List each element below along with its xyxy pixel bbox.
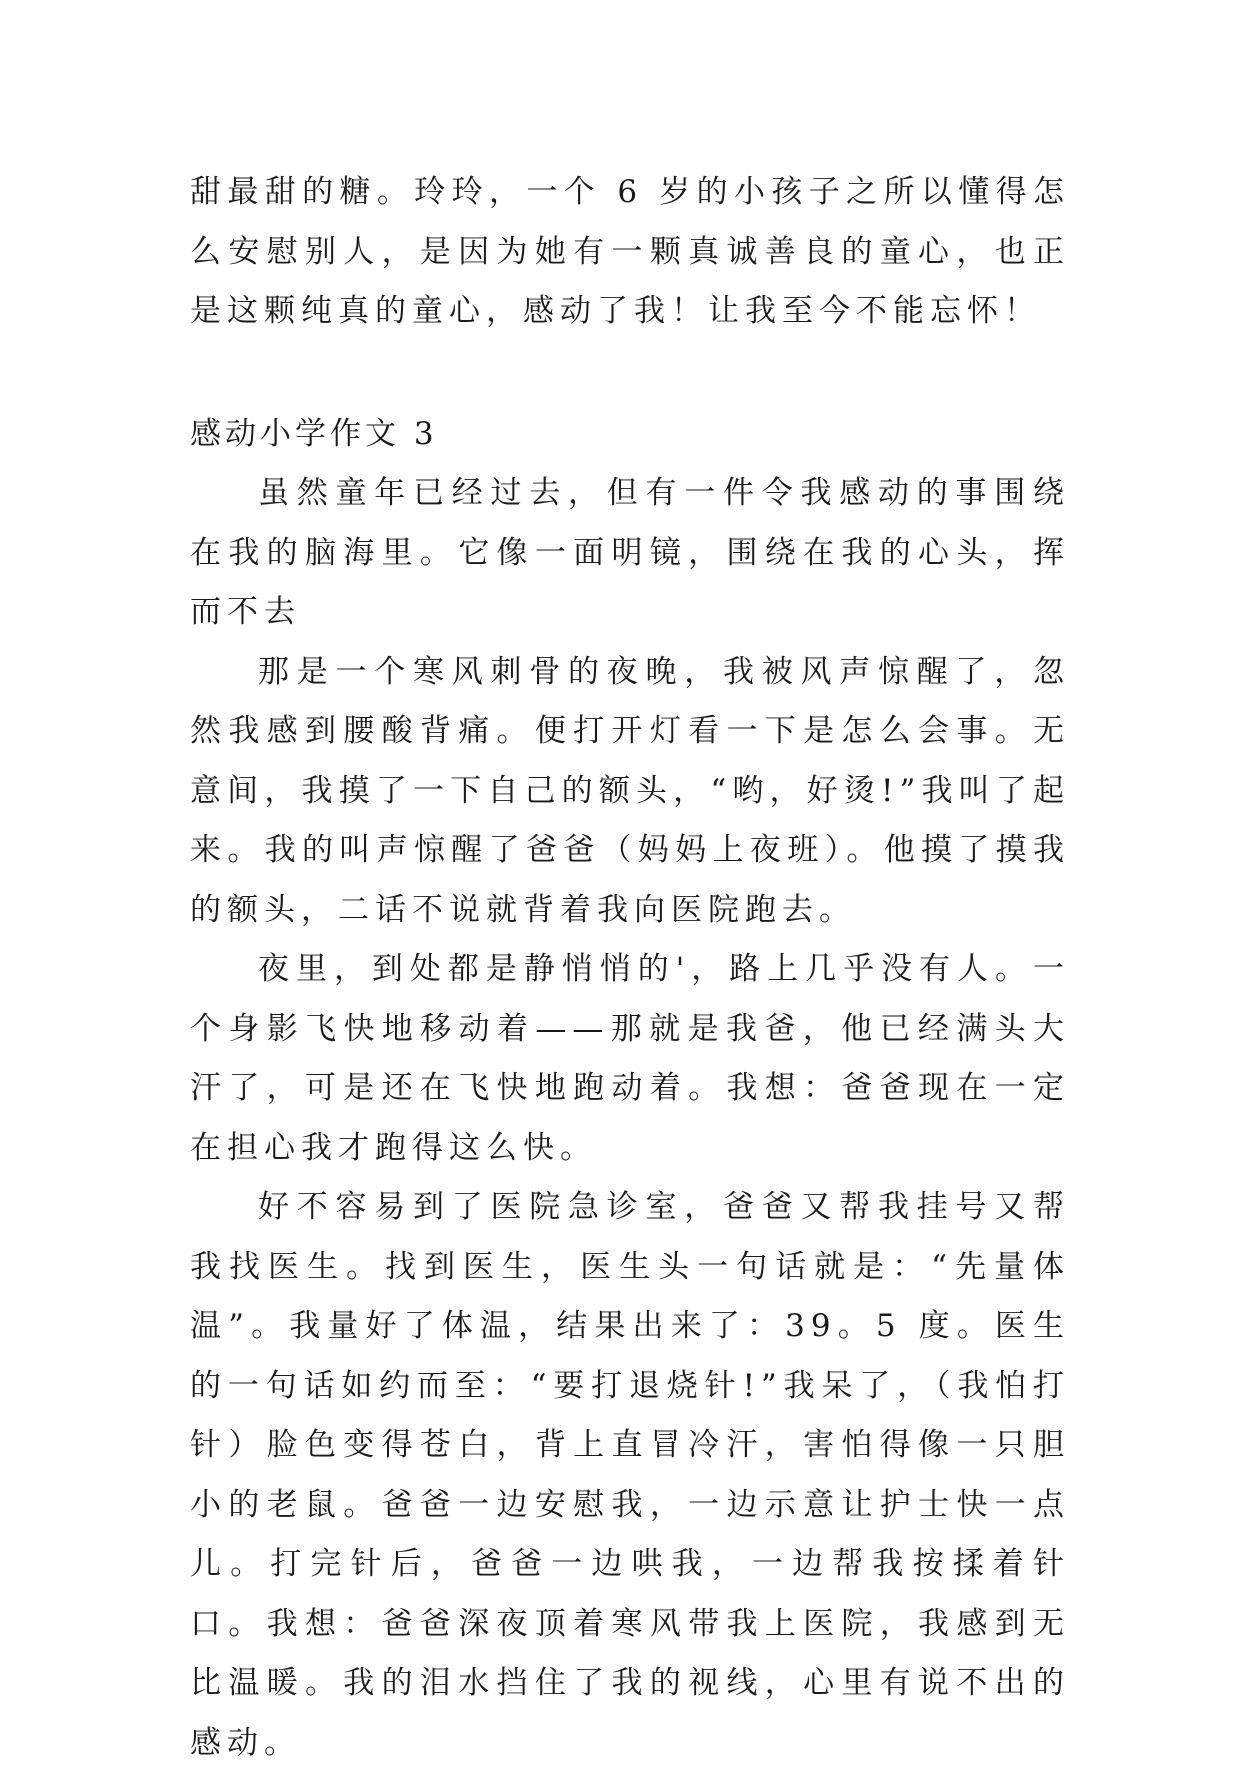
paragraph-3: 夜里，到处都是静悄悄的'，路上几乎没有人。一个身影飞快地移动着——那就是我爸，他已经满头大汗了，可是还在飞快地跑动着。我想：爸爸现在一定在担心我才跑得这么快。	[190, 951, 1070, 1166]
paragraph-1: 虽然童年已经过去，但有一件令我感动的事围绕在我的脑海里。它像一面明镜，围绕在我的心头，挥而不去	[190, 475, 1070, 630]
paragraph-4: 好不容易到了医院急诊室，爸爸又帮我挂号又帮我找医生。找到医生，医生头一句话就是：“先量体温”。我量好了体温，结果出来了：39。5 度。医生的一句话如约而至：“要打退烧针!”我呆了，（我怕打针）脸色变得苍白，背上直冒冷汗，害怕得像一只胆小的老鼠。爸爸一边安慰我，一边示意让护士快一点儿。打完针后，爸爸一边哄我，一边帮我按揉着针口。我想：爸爸深夜顶着寒风带我上医院，我感到无比温暖。我的泪水挡住了我的视线，心里有说不出的感动。	[190, 1189, 1070, 1761]
section-title: 感动小学作文 3	[190, 415, 438, 452]
section-gap	[190, 342, 1070, 405]
paragraph-intro-continuation: 甜最甜的糖。玲玲，一个 6 岁的小孩子之所以懂得怎么安慰别人，是因为她有一颗真诚善良的童心，也正是这颗纯真的童心，感动了我！让我至今不能忘怀！	[190, 174, 1070, 329]
document-page	[190, 163, 1070, 1773]
paragraph-2: 那是一个寒风刺骨的夜晚，我被风声惊醒了，忽然我感到腰酸背痛。便打开灯看一下是怎么会事。无意间，我摸了一下自己的额头，“哟，好烫!”我叫了起来。我的叫声惊醒了爸爸（妈妈上夜班）。他摸了摸我的额头，二话不说就背着我向医院跑去。	[190, 653, 1070, 928]
